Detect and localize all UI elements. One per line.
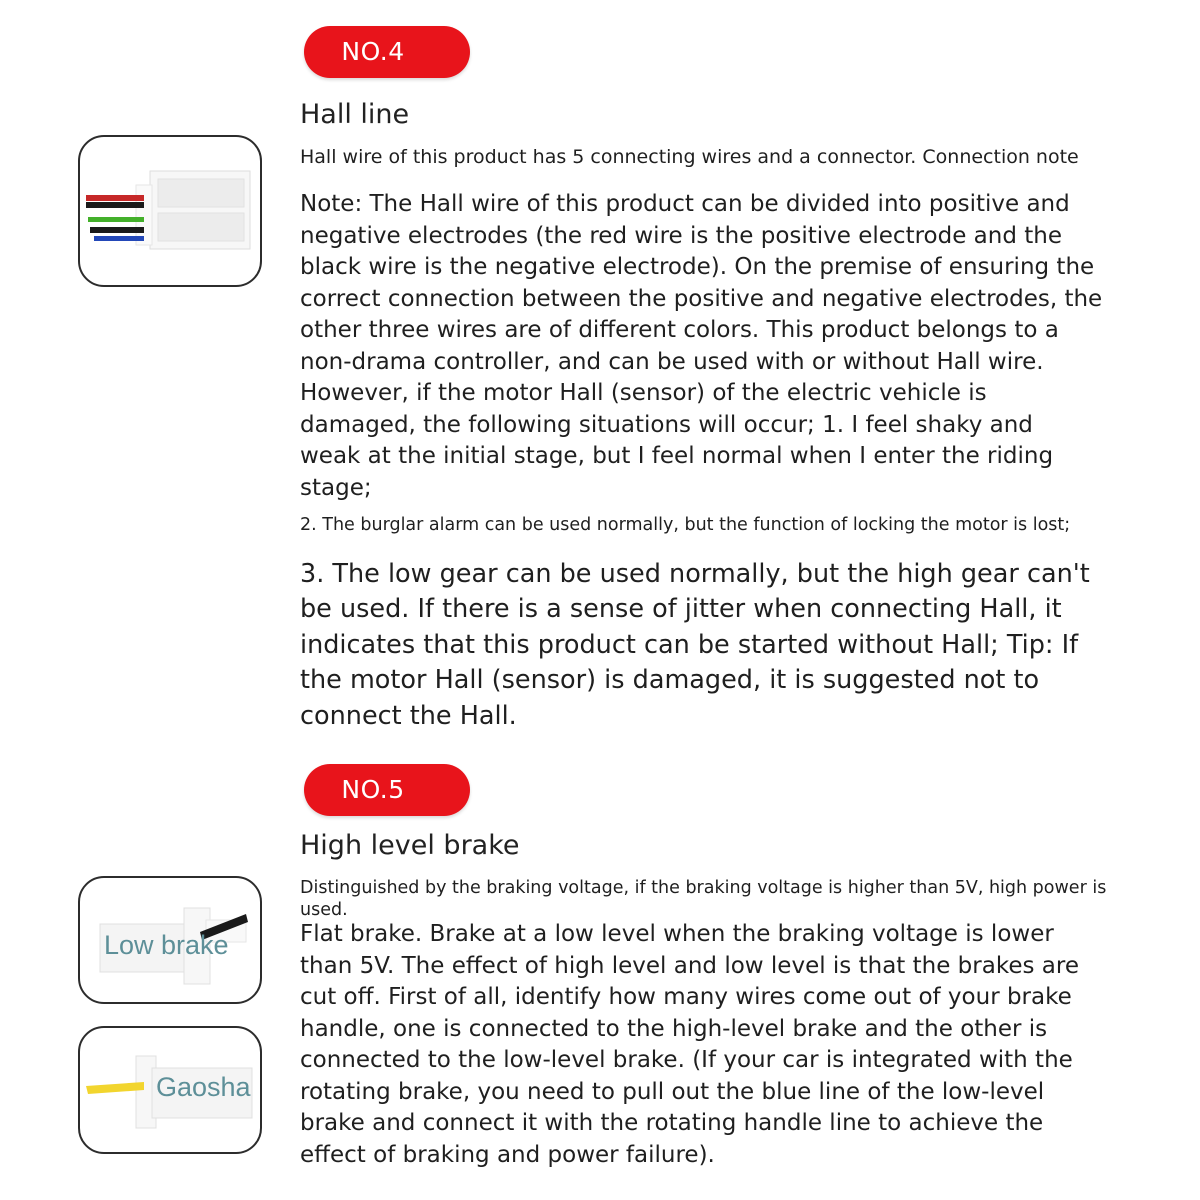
body-line: connected to the low-level brake. (If your car is integrated with the — [300, 1047, 1073, 1073]
section-4-item-2: 2. The burglar alarm can be used normally, but the function of locking the motor is lost; — [300, 515, 1071, 535]
item-3-line: the motor Hall (sensor) is damaged, it is suggested not to — [300, 665, 1040, 696]
body-line: Flat brake. Brake at a low level when the braking voltage is lower — [300, 921, 1054, 947]
wire-black-2 — [90, 227, 144, 233]
hall-connector-image — [78, 135, 262, 287]
note-line: black wire is the negative electrode). On the premise of ensuring the — [300, 254, 1095, 280]
note-line: non-drama controller, and can be used with or without Hall wire. — [300, 348, 1044, 375]
item-3-line: be used. If there is a sense of jitter when connecting Hall, it — [300, 594, 1062, 625]
section-4-title: Hall line — [300, 99, 410, 130]
gaosha-image — [78, 1026, 262, 1154]
low-brake-image — [78, 876, 262, 1004]
note-line: negative electrodes (the red wire is the positive electrode and the — [300, 222, 1063, 249]
section-5-badge: NO.5 — [304, 764, 470, 816]
body-line: effect of braking and power failure). — [300, 1141, 715, 1168]
body-line: brake and connect it with the rotating handle line to achieve the — [300, 1110, 1044, 1136]
subtitle-line: Distinguished by the braking voltage, if the braking voltage is higher than 5V, high power is — [300, 878, 1107, 898]
hall-connector-icon — [80, 137, 260, 285]
body-line: handle, one is connected to the high-level brake and the other is — [300, 1015, 1048, 1042]
wire-black — [86, 202, 144, 208]
note-line: weak at the initial stage, but I feel normal when I enter the riding — [300, 443, 1054, 469]
body-line: rotating brake, you need to pull out the blue line of the low-level — [300, 1078, 1045, 1105]
item-3-line: 3. The low gear can be used normally, but the high gear can't — [300, 559, 1090, 589]
note-line: However, if the motor Hall (sensor) of the electric vehicle is — [300, 380, 987, 406]
item-3-line: connect the Hall. — [300, 700, 517, 731]
note-line: stage; — [300, 474, 372, 501]
section-4-item-3 — [300, 557, 1090, 734]
body-line: cut off. First of all, identify how many wires come out of your brake — [300, 984, 1072, 1010]
section-4-subtitle: Hall wire of this product has 5 connecting wires and a connector. Connection note — [300, 146, 1079, 168]
section-4-note — [300, 189, 1102, 504]
note-line: other three wires are of different colors. This product belongs to a — [300, 317, 1059, 343]
note-line: correct connection between the positive and negative electrodes, the — [300, 285, 1103, 312]
section-4-badge: NO.4 — [304, 26, 470, 78]
wire-green — [88, 217, 144, 222]
section-5-subtitle — [300, 877, 1106, 921]
note-line: Note: The Hall wire of this product can be divided into positive and — [300, 191, 1070, 217]
gaosha-label: Gaosha — [156, 1072, 251, 1102]
body-line: than 5V. The effect of high level and low level is that the brakes are — [300, 952, 1079, 979]
low-brake-label: Low brake — [104, 930, 229, 960]
note-line: damaged, the following situations will occur; 1. I feel shaky and — [300, 411, 1033, 438]
section-5-title: High level brake — [300, 830, 520, 861]
item-3-line: indicates that this product can be started without Hall; Tip: If — [300, 629, 1079, 660]
wire-red — [86, 195, 144, 201]
wire-blue — [94, 236, 144, 241]
section-5-body — [300, 919, 1079, 1171]
wire-yellow — [86, 1082, 144, 1094]
subtitle-line: used. — [300, 900, 348, 920]
